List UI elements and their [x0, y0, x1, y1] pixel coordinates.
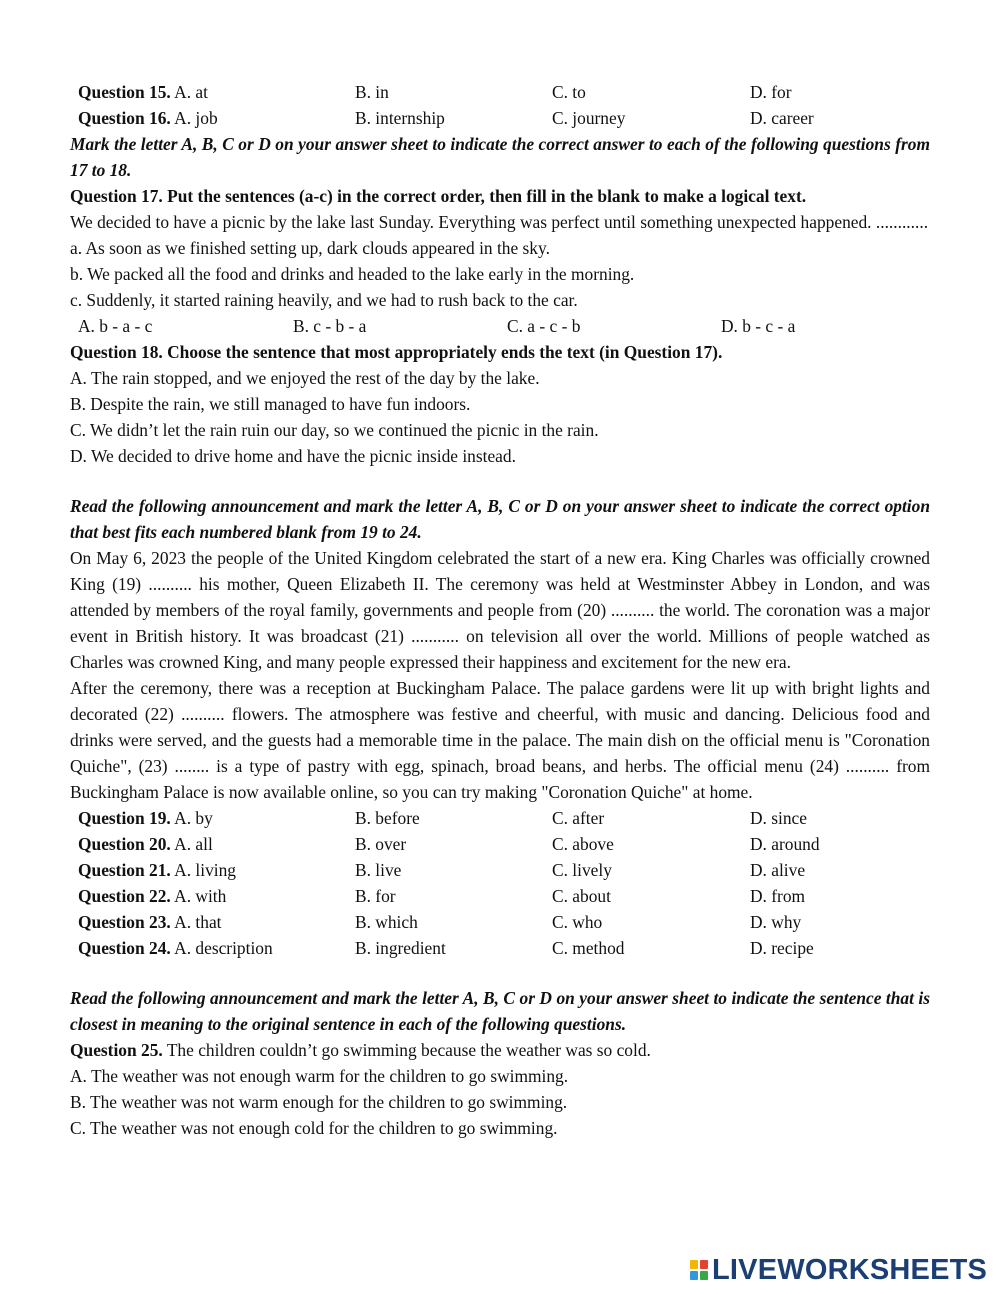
question-17-option-a[interactable]: A. b - a - c	[78, 316, 153, 336]
question-18-title: Question 18. Choose the sentence that most appropriately ends the text (in Question 17).	[70, 342, 723, 362]
question-25-option-b[interactable]: B. The weather was not warm enough for the children to go swimming.	[70, 1092, 568, 1112]
question-22-label: Question 22.	[78, 886, 171, 906]
question-25-option-a[interactable]: A. The weather was not enough warm for the children to go swimming.	[70, 1066, 569, 1086]
question-17-options	[70, 313, 930, 339]
logo-square-4	[700, 1271, 708, 1280]
question-16-option-a[interactable]: Question 16. A. job	[78, 108, 218, 128]
question-17-option-b[interactable]: B. c - b - a	[293, 316, 367, 336]
instruction-19-24: Read the following announcement and mark the letter A, B, C or D on your answer sheet to indicate the correct option that best fits each numbered blank from 19 to 24.	[70, 496, 930, 542]
question-23-label: Question 23.	[78, 912, 171, 932]
question-22-option-d[interactable]: D. from	[750, 886, 806, 906]
question-20-option-b[interactable]: B. over	[355, 834, 407, 854]
instruction-17-18: Mark the letter A, B, C or D on your answer sheet to indicate the correct answer to each of the following questions from 17 to 18.	[70, 134, 930, 180]
liveworksheets-logo-text: LIVEWORKSHEETS	[712, 1254, 988, 1286]
liveworksheets-logo-icon	[690, 1260, 708, 1280]
question-15-option-d[interactable]: D. for	[750, 82, 792, 102]
question-18-option-b[interactable]: B. Despite the rain, we still managed to have fun indoors.	[70, 394, 471, 414]
passage-paragraph-2: After the ceremony, there was a reception at Buckingham Palace. The palace gardens were lit up with bright lights and decorated (22) .......... flowers. The atmosphere was festive and cheerful, with music and dancing. Delicious food and drinks were served, and the guests had a memorable time in the palace. The main dish on the official menu is "Coronation Quiche", (23) ........ is a type of pastry with egg, spinach, broad beans, and herbs. The official menu (24) .......... from Buckingham Palace is now available online, so you can try making "Coronation Quiche" at home.	[70, 678, 930, 802]
question-17-option-d[interactable]: D. b - c - a	[721, 316, 796, 336]
question-23-option-a[interactable]: Question 23. A. that	[78, 912, 222, 932]
question-24-option-a[interactable]: Question 24. A. description	[78, 938, 273, 958]
question-18-option-c[interactable]: C. We didn’t let the rain ruin our day, so we continued the picnic in the rain.	[70, 420, 599, 440]
worksheet-page	[70, 79, 930, 1141]
question-24-option-c[interactable]: C. method	[552, 938, 625, 958]
question-15-options	[70, 79, 930, 105]
question-23-option-b[interactable]: B. which	[355, 912, 418, 932]
logo-square-3	[690, 1271, 698, 1280]
question-17-sentence-b: b. We packed all the food and drinks and headed to the lake early in the morning.	[70, 264, 635, 284]
question-16-option-d[interactable]: D. career	[750, 108, 814, 128]
question-22-options	[70, 883, 930, 909]
question-24-option-d[interactable]: D. recipe	[750, 938, 814, 958]
logo-square-1	[690, 1260, 698, 1269]
question-22-option-c[interactable]: C. about	[552, 886, 611, 906]
question-17-title: Question 17. Put the sentences (a-c) in the correct order, then fill in the blank to make a logical text.	[70, 186, 807, 206]
question-16-option-b[interactable]: B. internship	[355, 108, 445, 128]
question-17-sentence-a: a. As soon as we finished setting up, dark clouds appeared in the sky.	[70, 238, 550, 258]
question-20-options	[70, 831, 930, 857]
question-19-label: Question 19.	[78, 808, 171, 828]
question-24-options	[70, 935, 930, 961]
question-15-option-b[interactable]: B. in	[355, 82, 389, 102]
question-21-option-d[interactable]: D. alive	[750, 860, 806, 880]
question-21-option-b[interactable]: B. live	[355, 860, 402, 880]
question-24-label: Question 24.	[78, 938, 171, 958]
question-16-option-c[interactable]: C. journey	[552, 108, 626, 128]
question-22-option-b[interactable]: B. for	[355, 886, 396, 906]
question-19-option-a[interactable]: Question 19. A. by	[78, 808, 213, 828]
question-23-options	[70, 909, 930, 935]
question-25-label: Question 25.	[70, 1040, 163, 1060]
question-23-option-c[interactable]: C. who	[552, 912, 603, 932]
question-23-option-d[interactable]: D. why	[750, 912, 802, 932]
question-17-sentence-c: c. Suddenly, it started raining heavily, and we had to rush back to the car.	[70, 290, 578, 310]
instruction-25: Read the following announcement and mark the letter A, B, C or D on your answer sheet to indicate the sentence that is closest in meaning to the original sentence in each of the following questions.	[70, 988, 930, 1034]
question-21-options	[70, 857, 930, 883]
passage-paragraph-1: On May 6, 2023 the people of the United Kingdom celebrated the start of a new era. King Charles was officially crowned King (19) .......... his mother, Queen Elizabeth II. The ceremony was held at Westminster Abbey in London, and was attended by members of the royal family, governments and people from (20) .......... the world. The coronation was a major event in British history. It was broadcast (21) ........... on television all over the world. Millions of people watched as Charles was crowned King, and many people expressed their happiness and excitement for the new era.	[70, 548, 930, 672]
question-25-text: The children couldn’t go swimming because the weather was so cold.	[166, 1040, 651, 1060]
question-19-option-b[interactable]: B. before	[355, 808, 420, 828]
question-25-stem	[70, 1037, 930, 1063]
question-24-option-b[interactable]: B. ingredient	[355, 938, 446, 958]
question-19-option-d[interactable]: D. since	[750, 808, 807, 828]
question-20-label: Question 20.	[78, 834, 171, 854]
question-18-option-d[interactable]: D. We decided to drive home and have the picnic inside instead.	[70, 446, 516, 466]
question-16-options	[70, 105, 930, 131]
question-17-option-c[interactable]: C. a - c - b	[507, 316, 581, 336]
question-21-label: Question 21.	[78, 860, 171, 880]
question-15-option-a[interactable]: Question 15. A. at	[78, 82, 208, 102]
question-22-option-a[interactable]: Question 22. A. with	[78, 886, 227, 906]
liveworksheets-logo	[690, 1254, 987, 1286]
logo-square-2	[700, 1260, 708, 1269]
spacer	[70, 469, 930, 493]
question-25-option-c[interactable]: C. The weather was not enough cold for the children to go swimming.	[70, 1118, 558, 1138]
question-19-option-c[interactable]: C. after	[552, 808, 605, 828]
question-17-text: We decided to have a picnic by the lake last Sunday. Everything was perfect until something unexpected happened. ............	[70, 212, 929, 232]
question-20-option-c[interactable]: C. above	[552, 834, 614, 854]
question-15-label: Question 15.	[78, 82, 171, 102]
question-19-options	[70, 805, 930, 831]
question-18-option-a[interactable]: A. The rain stopped, and we enjoyed the rest of the day by the lake.	[70, 368, 540, 388]
question-16-label: Question 16.	[78, 108, 171, 128]
question-20-option-a[interactable]: Question 20. A. all	[78, 834, 213, 854]
question-21-option-c[interactable]: C. lively	[552, 860, 612, 880]
question-20-option-d[interactable]: D. around	[750, 834, 820, 854]
question-21-option-a[interactable]: Question 21. A. living	[78, 860, 236, 880]
spacer	[70, 961, 930, 985]
question-15-option-c[interactable]: C. to	[552, 82, 586, 102]
